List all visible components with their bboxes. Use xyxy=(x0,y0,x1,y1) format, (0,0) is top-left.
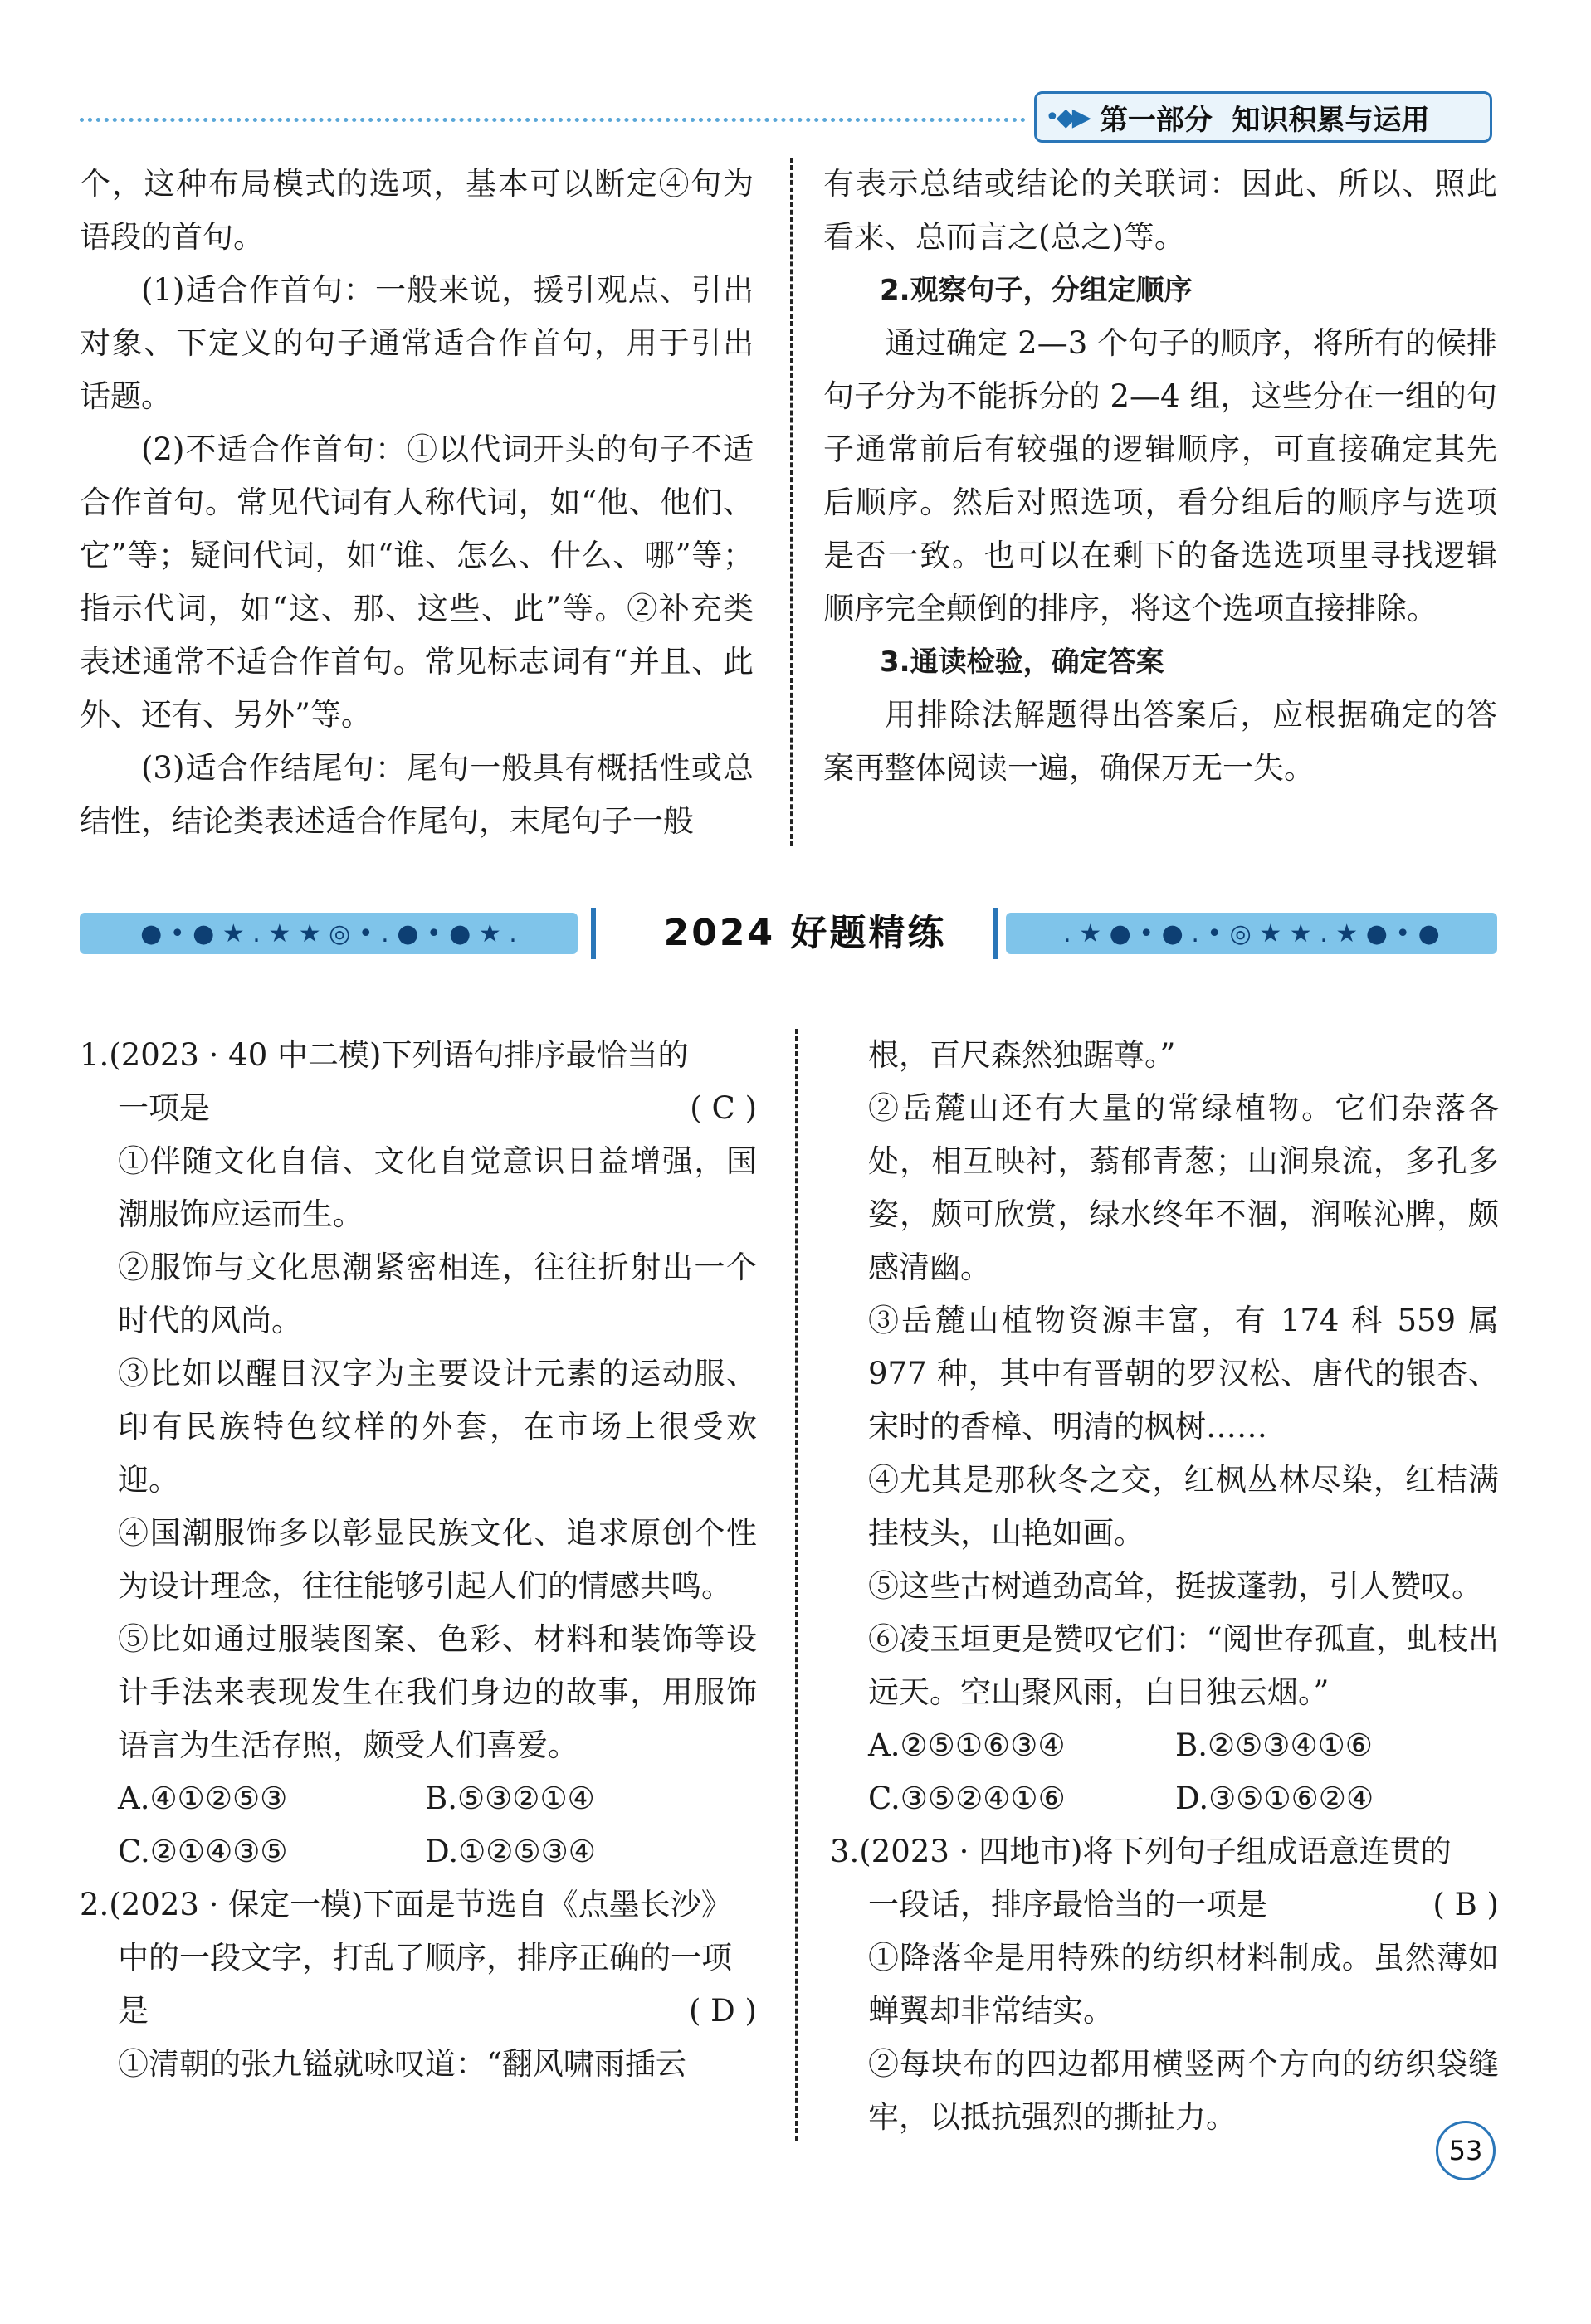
star-dot-decoration-icon: ● • ● ★ . ★ ★ ◎ • . ● • ● ★ . xyxy=(140,918,517,948)
question-stem: 2.(2023 · 保定一模)下面是节选自《点墨长沙》 xyxy=(80,1887,732,1922)
section-label: 第一部分 知识积累与运用 xyxy=(1099,103,1430,137)
paragraph: 个，这种布局模式的选项，基本可以断定④句为语段的首句。 xyxy=(80,166,754,255)
sentence-item: ④尤其是那秋冬之交，红枫丛林尽染，红桔满挂枝头，山艳如画。 xyxy=(868,1462,1499,1551)
banner-left xyxy=(80,913,578,954)
page-number: 53 xyxy=(1436,2121,1496,2180)
double-arrow-icon: •◆▶ xyxy=(1045,102,1088,132)
bottom-left-column xyxy=(80,1029,757,2091)
option-row xyxy=(80,1772,757,1825)
option-b: B.⑤③②①④ xyxy=(425,1781,595,1816)
paragraph: 用排除法解题得出答案后，应根据确定的答案再整体阅读一遍，确保万无一失。 xyxy=(823,697,1497,786)
star-dot-decoration-icon: . ★ ● • ● . • ◎ ★ ★ . ★ ● • ● xyxy=(1063,918,1440,948)
column-divider xyxy=(790,158,793,846)
top-right-column xyxy=(823,158,1497,795)
banner-bar-left xyxy=(591,908,596,959)
answer-mark: ( C ) xyxy=(690,1090,757,1126)
sentence-item: ②岳麓山还有大量的常绿植物。它们杂落各处，相互映衬，蓊郁青葱；山涧泉流，多孔多姿，颇可欣赏，绿水终年不涸，润喉沁脾，颇感清幽。 xyxy=(868,1090,1499,1285)
sentence-item: ④国潮服饰多以彰显民族文化、追求原创个性为设计理念，往往能够引起人们的情感共鸣。 xyxy=(118,1515,757,1604)
column-divider xyxy=(795,1029,798,2141)
option-d: D.①②⑤③④ xyxy=(425,1834,596,1869)
paragraph: (2)不适合作首句：①以代词开头的句子不适合作首句。常见代词有人称代词，如“他、他们、它”等；疑问代词，如“谁、怎么、什么、哪”等；指示代词，如“这、那、这些、此”等。②补充类表述通常不适合作首句。常见标志词有“并且、此外、还有、另外”等。 xyxy=(80,431,754,733)
sentence-item: ①清朝的张九镒就咏叹道：“翻风啸雨插云 xyxy=(118,2046,686,2082)
sentence-item: ③比如以醒目汉字为主要设计元素的运动服、印有民族特色纹样的外套，在市场上很受欢迎。 xyxy=(118,1356,757,1498)
question-2 xyxy=(80,1878,757,2091)
option-c: C.③⑤②④①⑥ xyxy=(868,1781,1066,1816)
question-stem: 一项是 xyxy=(118,1090,210,1126)
sentence-item: ⑤这些古树遒劲高耸，挺拔蓬勃，引人赞叹。 xyxy=(868,1568,1482,1604)
question-stem: 3.(2023 · 四地市)将下列句子组成语意连贯的 xyxy=(830,1834,1452,1869)
question-stem: 中的一段文字，打乱了顺序，排序正确的一项 xyxy=(118,1940,732,1976)
paragraph: 通过确定 2—3 个句子的顺序，将所有的候排句子分为不能拆分的 2—4 组，这些分在一组的句子通常前后有较强的逻辑顺序，可直接确定其先后顺序。然后对照选项，看分组后的顺序与选项是否一致。也可以在剩下的备选选项里寻找逻辑顺序完全颠倒的排序，将这个选项直接排除。 xyxy=(823,325,1497,626)
answer-mark: ( D ) xyxy=(688,1993,757,2029)
question-1 xyxy=(80,1029,757,1878)
sentence-item: 根，百尺森然独踞尊。” xyxy=(868,1037,1176,1073)
sentence-item: ①伴随文化自信、文化自觉意识日益增强，国潮服饰应运而生。 xyxy=(118,1143,757,1232)
sentence-item: ⑥凌玉垣更是赞叹它们：“阅世存孤直，虬枝出远天。空山聚风雨，白日独云烟。” xyxy=(868,1621,1499,1710)
subheading: 3.通读检验，确定答案 xyxy=(880,646,1164,679)
question-stem: 1.(2023 · 40 中二模)下列语句排序最恰当的 xyxy=(80,1037,689,1073)
bottom-right-column xyxy=(830,1029,1499,2144)
sentence-item: ①降落伞是用特殊的纺织材料制成。虽然薄如蝉翼却非常结实。 xyxy=(868,1940,1499,2029)
sentence-item: ⑤比如通过服装图案、色彩、材料和装饰等设计手法来表现发生在我们身边的故事，用服饰语言为生活存照，颇受人们喜爱。 xyxy=(118,1621,757,1763)
option-a: A.②⑤①⑥③④ xyxy=(868,1727,1066,1763)
question-3 xyxy=(830,1825,1499,2144)
banner-right xyxy=(1006,913,1497,954)
option-row xyxy=(80,1825,757,1878)
option-b: B.②⑤③④①⑥ xyxy=(1175,1727,1373,1763)
question-stem-line xyxy=(830,1878,1499,1932)
sentence-item: ②服饰与文化思潮紧密相连，往往折射出一个时代的风尚。 xyxy=(118,1250,757,1338)
option-row xyxy=(830,1772,1499,1825)
paragraph: 有表示总结或结论的关联词：因此、所以、照此看来、总而言之(总之)等。 xyxy=(823,166,1497,255)
question-stem: 一段话，排序最恰当的一项是 xyxy=(868,1887,1267,1922)
option-row xyxy=(830,1719,1499,1772)
sentence-item: ③岳麓山植物资源丰富，有 174 科 559 属 977 种，其中有晋朝的罗汉松、唐代的银杏、宋时的香樟、明清的枫树…… xyxy=(868,1303,1499,1445)
answer-mark: ( B ) xyxy=(1432,1887,1499,1922)
top-left-column xyxy=(80,158,754,848)
option-c: C.②①④③⑤ xyxy=(118,1834,288,1869)
paragraph: (3)适合作结尾句：尾句一般具有概括性或总结性，结论类表述适合作尾句，末尾句子一般 xyxy=(80,750,754,839)
header-dotted-line xyxy=(80,118,1026,122)
question-stem-line xyxy=(80,1082,757,1135)
question-stem: 是 xyxy=(118,1993,149,2029)
subheading: 2.观察句子，分组定顺序 xyxy=(880,274,1193,307)
paragraph: (1)适合作首句：一般来说，援引观点、引出对象、下定义的句子通常适合作首句，用于引出话题。 xyxy=(80,272,754,414)
question-stem-line xyxy=(80,1985,757,2038)
section-title: 2024 好题精练 xyxy=(663,912,947,954)
option-a: A.④①②⑤③ xyxy=(118,1781,288,1816)
option-d: D.③⑤①⑥②④ xyxy=(1175,1781,1374,1816)
sentence-item: ②每块布的四边都用横竖两个方向的纺织袋缝牢，以抵抗强烈的撕扯力。 xyxy=(868,2046,1499,2135)
banner-bar-right xyxy=(993,908,998,959)
section-tab xyxy=(1034,91,1492,143)
